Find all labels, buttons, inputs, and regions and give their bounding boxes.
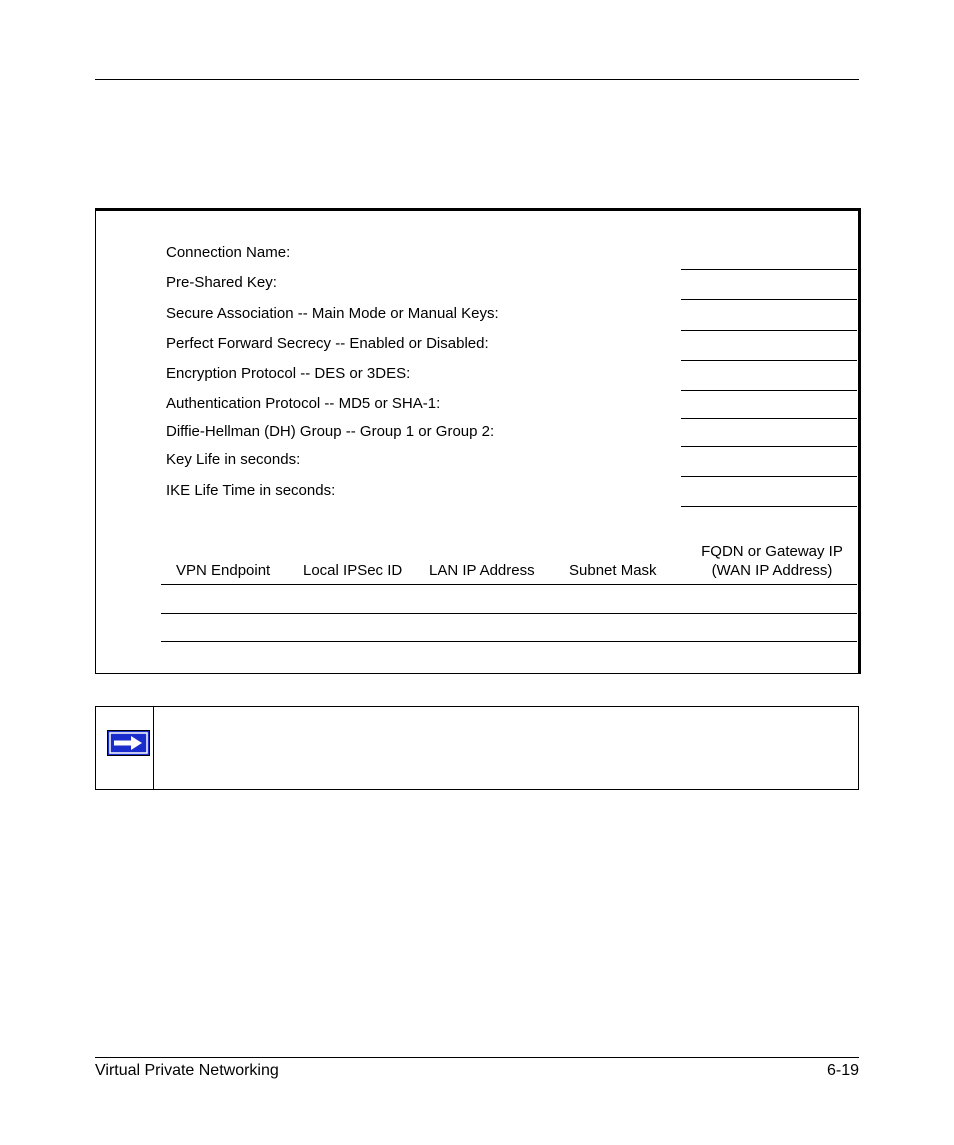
col-header-vpn-endpoint: VPN Endpoint: [176, 562, 271, 579]
table-row-line: [161, 613, 857, 614]
answer-line: [681, 360, 857, 361]
header-rule: [95, 79, 859, 80]
answer-line: [681, 390, 857, 391]
field-ike-life-time: IKE Life Time in seconds:: [166, 482, 336, 499]
field-secure-association: Secure Association -- Main Mode or Manual Keys:: [166, 305, 499, 322]
footer-page-number: 6-19: [826, 1062, 859, 1079]
col-header-fqdn: [684, 542, 860, 580]
col-header-local-ipsec-id: Local IPSec ID: [303, 562, 403, 579]
col-header-fqdn-line1: FQDN or Gateway IP: [701, 543, 843, 560]
field-pfs: Perfect Forward Secrecy -- Enabled or Disabled:: [166, 335, 489, 352]
col-header-subnet-mask: Subnet Mask: [569, 562, 657, 579]
field-connection-name: Connection Name:: [166, 244, 291, 261]
table-row-line: [161, 584, 857, 585]
field-pre-shared-key: Pre-Shared Key:: [166, 274, 277, 291]
field-encryption-protocol: Encryption Protocol -- DES or 3DES:: [166, 365, 411, 382]
answer-line: [681, 269, 857, 270]
note-icon-cell: [96, 707, 154, 789]
col-header-lan-ip: LAN IP Address: [429, 562, 535, 579]
answer-line: [681, 418, 857, 419]
footer-section-title: Virtual Private Networking: [95, 1062, 279, 1079]
field-authentication-protocol: Authentication Protocol -- MD5 or SHA-1:: [166, 395, 441, 412]
answer-line: [681, 299, 857, 300]
note-box: [95, 706, 859, 790]
arrow-right-icon: [107, 730, 150, 756]
answer-line: [681, 506, 857, 507]
answer-line: [681, 446, 857, 447]
table-row-line: [161, 641, 857, 642]
field-dh-group: Diffie-Hellman (DH) Group -- Group 1 or Group 2:: [166, 423, 495, 440]
answer-line: [681, 476, 857, 477]
answer-line: [681, 330, 857, 331]
col-header-fqdn-line2: (WAN IP Address): [711, 562, 833, 579]
footer-rule: [95, 1057, 859, 1058]
field-key-life: Key Life in seconds:: [166, 451, 301, 468]
